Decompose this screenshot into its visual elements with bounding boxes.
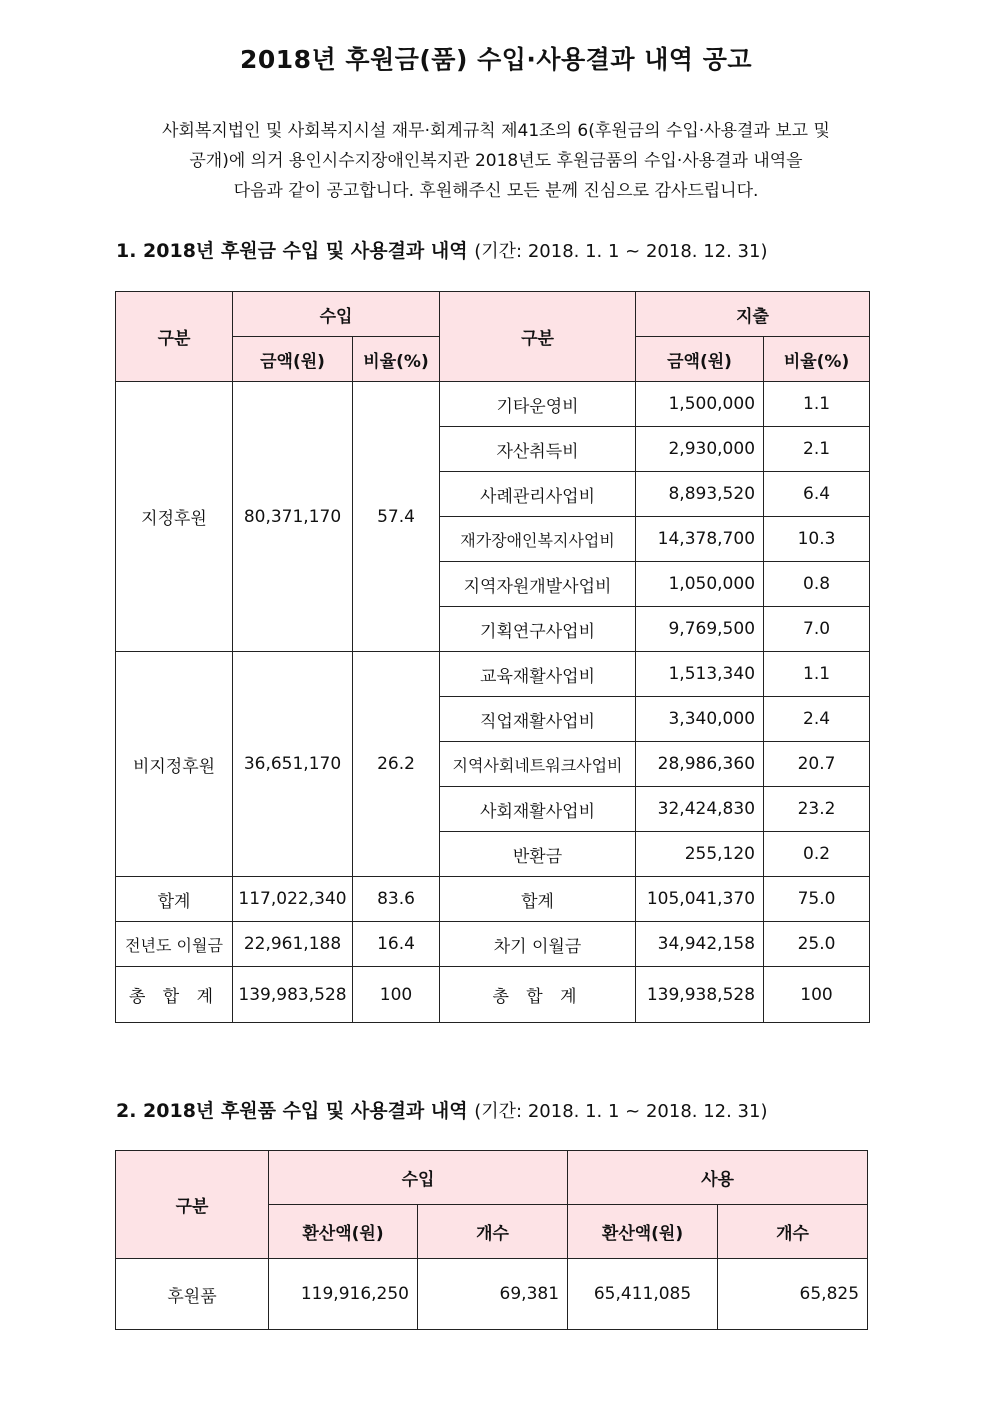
carryover-ratio: 16.4 xyxy=(353,922,440,967)
nondesignated-amount: 36,651,170 xyxy=(233,652,353,877)
expense-item-ratio: 1.1 xyxy=(764,382,870,427)
section2-period: (기간: 2018. 1. 1 ~ 2018. 12. 31) xyxy=(474,1101,768,1122)
goods-header-income: 수입 xyxy=(269,1151,568,1205)
table-row xyxy=(116,1259,868,1330)
total-amount: 139,983,528 xyxy=(233,967,353,1023)
subtotal-row xyxy=(116,877,870,922)
expense-item-ratio: 2.4 xyxy=(764,697,870,742)
expense-item-amount: 3,340,000 xyxy=(636,697,764,742)
expense-item-name: 교육재활사업비 xyxy=(440,652,636,697)
total-ratio-expense: 100 xyxy=(764,967,870,1023)
goods-header-income-count: 개수 xyxy=(418,1205,568,1259)
intro-paragraph xyxy=(110,116,882,206)
goods-header-usage-count: 개수 xyxy=(718,1205,868,1259)
total-amount-expense: 139,938,528 xyxy=(636,967,764,1023)
expense-item-name: 기획연구사업비 xyxy=(440,607,636,652)
nondesignated-ratio: 26.2 xyxy=(353,652,440,877)
expense-item-name: 사례관리사업비 xyxy=(440,472,636,517)
header-expense-amount: 금액(원) xyxy=(636,337,764,382)
expense-item-name: 반환금 xyxy=(440,832,636,877)
designated-ratio: 57.4 xyxy=(353,382,440,652)
goods-income-count: 69,381 xyxy=(418,1259,568,1330)
expense-item-ratio: 10.3 xyxy=(764,517,870,562)
header-expense: 지출 xyxy=(636,292,870,337)
carryover-ratio-expense: 25.0 xyxy=(764,922,870,967)
goods-label: 후원품 xyxy=(116,1259,269,1330)
expense-item-ratio: 0.8 xyxy=(764,562,870,607)
expense-item-name: 사회재활사업비 xyxy=(440,787,636,832)
carryover-label: 전년도 이월금 xyxy=(116,922,233,967)
goods-usage-value: 65,411,085 xyxy=(568,1259,718,1330)
intro-line: 사회복지법인 및 사회복지시설 재무·회계규칙 제41조의 6(후원금의 수입·사용결과 보고 및 xyxy=(162,121,830,141)
goods-income-value: 119,916,250 xyxy=(269,1259,418,1330)
donation-goods-table xyxy=(115,1150,868,1330)
subtotal-ratio: 83.6 xyxy=(353,877,440,922)
designated-label: 지정후원 xyxy=(116,382,233,652)
header-category: 구분 xyxy=(116,292,233,382)
expense-item-ratio: 23.2 xyxy=(764,787,870,832)
total-label-expense: 총 합 계 xyxy=(440,967,636,1023)
header-income-ratio: 비율(%) xyxy=(353,337,440,382)
subtotal-label-expense: 합계 xyxy=(440,877,636,922)
header-income-amount: 금액(원) xyxy=(233,337,353,382)
expense-item-name: 기타운영비 xyxy=(440,382,636,427)
subtotal-amount-expense: 105,041,370 xyxy=(636,877,764,922)
donation-money-table xyxy=(115,291,870,1023)
expense-item-amount: 14,378,700 xyxy=(636,517,764,562)
goods-usage-count: 65,825 xyxy=(718,1259,868,1330)
header-income: 수입 xyxy=(233,292,440,337)
expense-item-amount: 32,424,830 xyxy=(636,787,764,832)
header-category-expense: 구분 xyxy=(440,292,636,382)
table-row xyxy=(116,652,870,697)
total-row xyxy=(116,967,870,1023)
section1-heading xyxy=(116,236,768,263)
carryover-row xyxy=(116,922,870,967)
designated-amount: 80,371,170 xyxy=(233,382,353,652)
goods-header-usage: 사용 xyxy=(568,1151,868,1205)
expense-item-ratio: 20.7 xyxy=(764,742,870,787)
expense-item-ratio: 7.0 xyxy=(764,607,870,652)
nondesignated-label: 비지정후원 xyxy=(116,652,233,877)
expense-item-name: 재가장애인복지사업비 xyxy=(440,517,636,562)
section1-title: 1. 2018년 후원금 수입 및 사용결과 내역 xyxy=(116,240,468,262)
expense-item-name: 지역자원개발사업비 xyxy=(440,562,636,607)
expense-item-amount: 1,513,340 xyxy=(636,652,764,697)
carryover-label-expense: 차기 이월금 xyxy=(440,922,636,967)
subtotal-label: 합계 xyxy=(116,877,233,922)
expense-item-amount: 2,930,000 xyxy=(636,427,764,472)
carryover-amount: 22,961,188 xyxy=(233,922,353,967)
expense-item-name: 자산취득비 xyxy=(440,427,636,472)
intro-line: 공개)에 의거 용인시수지장애인복지관 2018년도 후원금품의 수입·사용결과 내역을 xyxy=(189,151,803,171)
table-row xyxy=(116,382,870,427)
section2-heading xyxy=(116,1096,768,1123)
total-ratio: 100 xyxy=(353,967,440,1023)
expense-item-name: 직업재활사업비 xyxy=(440,697,636,742)
expense-item-ratio: 1.1 xyxy=(764,652,870,697)
intro-line: 다음과 같이 공고합니다. 후원해주신 모든 분께 진심으로 감사드립니다. xyxy=(233,181,759,201)
expense-item-amount: 255,120 xyxy=(636,832,764,877)
total-label: 총 합 계 xyxy=(116,967,233,1023)
expense-item-amount: 1,050,000 xyxy=(636,562,764,607)
expense-item-amount: 8,893,520 xyxy=(636,472,764,517)
section2-title: 2. 2018년 후원품 수입 및 사용결과 내역 xyxy=(116,1100,468,1122)
goods-header-usage-value: 환산액(원) xyxy=(568,1205,718,1259)
expense-item-ratio: 0.2 xyxy=(764,832,870,877)
goods-header-income-value: 환산액(원) xyxy=(269,1205,418,1259)
expense-item-amount: 1,500,000 xyxy=(636,382,764,427)
expense-item-amount: 28,986,360 xyxy=(636,742,764,787)
carryover-amount-expense: 34,942,158 xyxy=(636,922,764,967)
expense-item-ratio: 2.1 xyxy=(764,427,870,472)
expense-item-name: 지역사회네트워크사업비 xyxy=(440,742,636,787)
subtotal-ratio-expense: 75.0 xyxy=(764,877,870,922)
subtotal-amount: 117,022,340 xyxy=(233,877,353,922)
expense-item-amount: 9,769,500 xyxy=(636,607,764,652)
section1-period: (기간: 2018. 1. 1 ~ 2018. 12. 31) xyxy=(474,241,768,262)
header-expense-ratio: 비율(%) xyxy=(764,337,870,382)
goods-header-category: 구분 xyxy=(116,1151,269,1259)
expense-item-ratio: 6.4 xyxy=(764,472,870,517)
page-title: 2018년 후원금(품) 수입·사용결과 내역 공고 xyxy=(240,45,752,74)
